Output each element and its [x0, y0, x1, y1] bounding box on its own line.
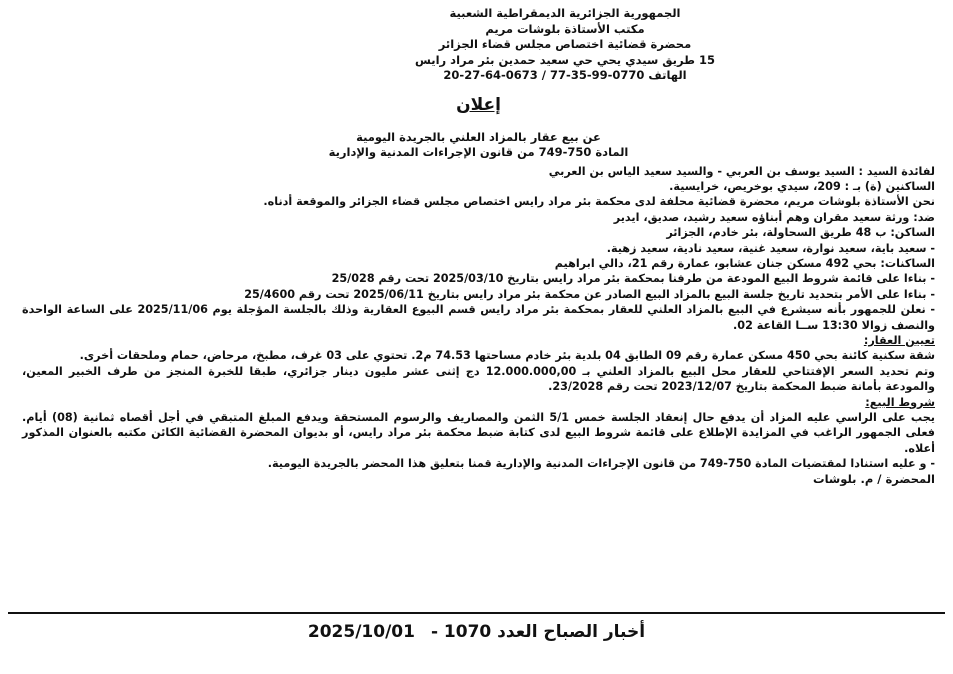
header-line-phone: الهاتف 0770-99-35-77 / 0673-64-27-20 — [443, 68, 687, 82]
conditions-paragraph: - و عليه استنادا لمقتضيات المادة 750-749 من قانون الإجراءات المدنية والإدارية قمنا بتعليق هذا المحضر بالجريدة اليومية. — [267, 457, 935, 471]
body-paragraph: - بناءا على الأمر بتحديد تاريخ جلسة البيع بالمزاد البيع الصادر عن محكمة بئر مراد رايس بتاريخ 2025/06/11 تحت رقم 25/4600 — [244, 287, 935, 301]
property-heading: تعيين العقار: — [863, 333, 935, 347]
conditions-paragraph: يجب على الراسي عليه المزاد أن يدفع حال إنعقاد الجلسة خمس 5/1 الثمن والمصاريف والرسوم المستحقة ويدفع المبلغ المتبقي في أجل أقصاه ثمانية (08) أيام. فعلى الجمهور الراغب في المزايدة الإطلاع على قائمة شروط البيع لدى كتابة ضبط محكمة بئر مراد رايس، أو بديوان المحضرة القضائية الكائن مكتبه بالعنوان المذكور أعلاه. — [22, 411, 935, 455]
body-paragraph: الساكنين (ة) بـ : 209، سيدي بوخريص، خرايسية. — [669, 179, 935, 193]
body-paragraph: نحن الأستاذة بلوشات مريم، محضرة قضائية محلفة لدى محكمة بئر مراد رايس اختصاص مجلس قضاء الجزائر والموقعة أدناه. — [263, 195, 935, 209]
bailiff-signature: المحضرة / م. بلوشات — [813, 471, 935, 486]
body-paragraph: الساكنات: بحي 492 مسكن جنان عشابو، عمارة رقم 21، دالي ابراهيم — [554, 256, 935, 270]
announcement-subtitle — [22, 130, 935, 160]
property-paragraph: وتم تحديد السعر الإفتتاحي للعقار محل البيع بالمزاد العلني بـ 12.000.000,00 دج إثنى عشر مليون دينار جزائري، طبقا للخبرة المنجز من طرف الخبير المعين، والمودعة بأمانة ضبط المحكمة بتاريخ 2023/12/07 تحت رقم 23/2028. — [22, 364, 935, 394]
body-paragraph: الساكن: ب 48 طريق السحاولة، بئر خادم، الجزائر — [666, 226, 935, 240]
issuer-header — [305, 6, 825, 84]
subtitle-line-2: المادة 750-749 من قانون الإجراءات المدنية والإدارية — [328, 144, 629, 159]
announcement-body — [22, 164, 935, 472]
announcement-document — [8, 6, 945, 618]
body-paragraph: - سعيد باية، سعيد نوارة، سعيد غنية، سعيد نادية، سعيد زهية. — [606, 241, 935, 255]
body-paragraph: ضد: ورثة سعيد مقران وهم أبناؤه سعيد رشيد، صديق، ايدير — [613, 210, 935, 224]
announcement-title: إعلان — [456, 94, 501, 115]
header-line-office: مكتب الأستاذة بلوشات مريم — [485, 21, 645, 36]
property-paragraph: شقة سكنية كائنة بحي 450 مسكن عمارة رقم 09 الطابق 04 بلدية بئر خادم مساحتها 74.53 م2. تحتوي على 03 غرف، مطبخ، مرحاض، حمام وملحقات أخرى. — [79, 349, 935, 363]
conditions-heading: شروط البيع: — [865, 395, 935, 409]
footer-divider — [8, 612, 945, 614]
header-line-address: 15 طريق سيدي يحي حي سعيد حمدين بئر مراد رايس — [415, 52, 715, 67]
footer-date: 2025/10/01 — [307, 622, 415, 642]
body-paragraph: - بناءا على قائمة شروط البيع المودعة من طرفنا بمحكمة بئر مراد رايس بتاريخ 2025/03/10 تحت رقم 25/028 — [331, 272, 935, 286]
body-paragraph: - نعلن للجمهور بأنه سيشرع في البيع بالمزاد العلني للعقار بمحكمة بئر مراد رايس قسم البيوع العقارية وذلك بالجلسة المؤجلة يوم 2025/11/06 على الساعة الواحدة والنصف زوالا 13:30 ســا القاعة 02. — [22, 303, 935, 332]
header-line-jurisdiction: محضرة قضائية اختصاص مجلس قضاء الجزائر — [438, 37, 692, 51]
newspaper-footer — [0, 620, 953, 644]
body-paragraph: لفائدة السيد : السيد يوسف بن العربي - والسيد سعيد الياس بن العربي — [548, 164, 935, 178]
subtitle-line-1: عن بيع عقار بالمزاد العلني بالجريدة اليومية — [356, 129, 601, 144]
header-line-republic: الجمهورية الجزائرية الديمقراطية الشعبية — [449, 6, 681, 20]
footer-publication: أخبار الصباح العدد 1070 - — [430, 622, 646, 642]
